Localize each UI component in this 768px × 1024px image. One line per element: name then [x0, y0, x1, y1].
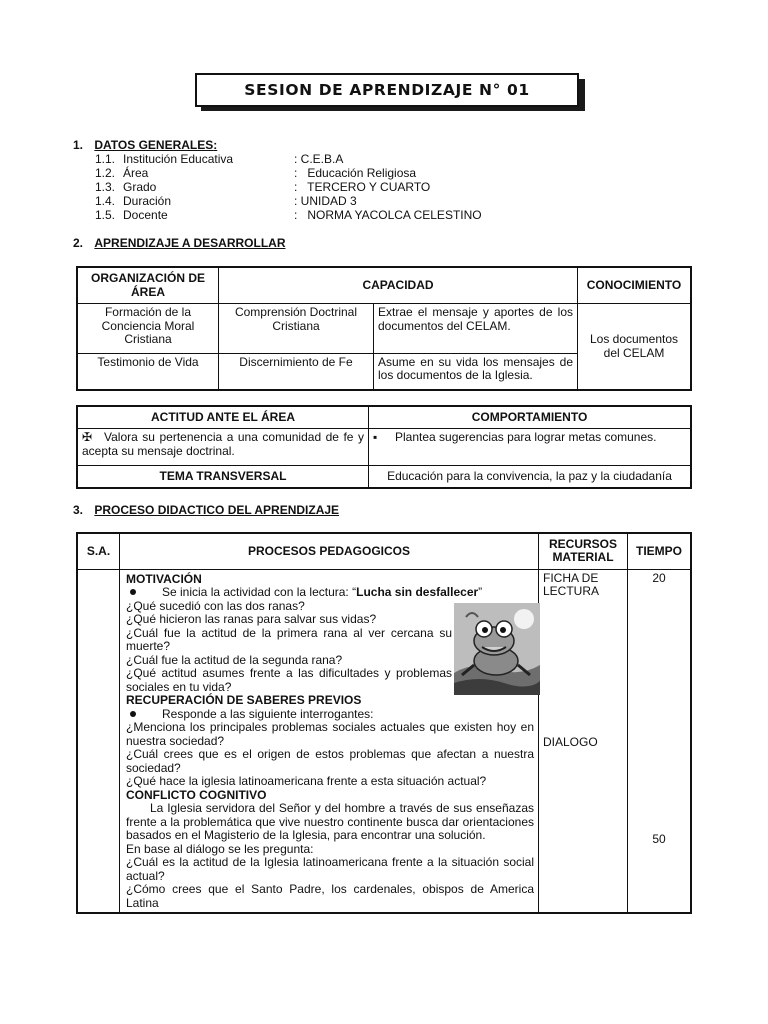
aprendizaje-table [76, 266, 692, 391]
question: ¿Qué actitud asumes frente a las dificultades y problemas sociales en tu vida? [126, 666, 452, 694]
item-label: Duración [123, 194, 172, 208]
item-number: 1.5. [95, 208, 116, 222]
item-number: 1.1. [95, 152, 116, 166]
datos-generales-list [95, 152, 555, 222]
question: ¿Cuál fue la actitud de la segunda rana? [126, 652, 343, 667]
datos-item [95, 208, 555, 222]
procesos-cell [120, 569, 539, 913]
header-capacidad: CAPACIDAD [219, 267, 578, 304]
section2-heading [73, 236, 285, 250]
tiempo-cell [628, 569, 692, 913]
tiempo-motivacion: 20 [652, 570, 666, 585]
recursos-cell [539, 569, 628, 913]
question: ¿Cuál fue la actitud de la primera rana al ver cercana su muerte? [126, 625, 452, 653]
section2-number: 2. [73, 236, 84, 250]
item-label: Institución Educativa [123, 152, 234, 166]
tema-transversal-label: TEMA TRANSVERSAL [77, 465, 369, 488]
capacidad-cell: Discernimiento de Fe [219, 353, 374, 390]
header-organizacion: ORGANIZACIÓN DE ÁREA [77, 267, 219, 304]
recuperacion-intro [126, 708, 534, 722]
recuperacion-title: RECUPERACIÓN DE SABERES PREVIOS [126, 693, 362, 707]
item-value: : NORMA YACOLCA CELESTINO [294, 208, 482, 222]
question: ¿Qué hace la iglesia latinoamericana frente a esta situación actual? [126, 774, 487, 788]
bullet-icon [130, 711, 136, 717]
motivacion-title: MOTIVACIÓN [126, 571, 202, 586]
header-recursos: RECURSOS MATERIAL [539, 533, 628, 569]
tema-transversal-value: Educación para la convivencia, la paz y la ciudadanía [369, 465, 692, 488]
question: ¿Qué hicieron las ranas para salvar sus vidas? [126, 612, 377, 626]
item-number: 1.2. [95, 166, 116, 180]
recurso-dialogo: DIALOGO [543, 734, 598, 749]
section3-title: PROCESO DIDACTICO DEL APRENDIZAJE [94, 503, 340, 517]
section3-heading [73, 503, 339, 517]
conocimiento-cell: Los documentos del CELAM [578, 304, 692, 390]
frog-image [454, 603, 540, 695]
item-value: : UNIDAD 3 [294, 194, 357, 208]
tiempo-conflicto: 50 [652, 831, 666, 846]
datos-item [95, 194, 555, 208]
page-title: SESION DE APRENDIZAJE N° 01 [244, 81, 530, 99]
comportamiento-text: Plantea sugerencias para lograr metas comunes. [395, 430, 657, 445]
item-value: : Educación Religiosa [294, 166, 417, 180]
item-label: Grado [123, 180, 157, 194]
motivacion-intro [126, 586, 534, 600]
section2-title: APRENDIZAJE A DESARROLLAR [94, 236, 286, 250]
header-actitud: ACTITUD ANTE EL ÁREA [77, 406, 369, 429]
actitud-table [76, 405, 692, 489]
conflicto-title: CONFLICTO COGNITIVO [126, 787, 267, 802]
section3-number: 3. [73, 503, 84, 517]
item-label: Área [123, 166, 149, 180]
question: ¿Cuál crees que es el origen de estos problemas que afectan a nuestra sociedad? [126, 747, 534, 775]
section1-title: DATOS GENERALES [94, 138, 214, 152]
section1-colon: : [213, 138, 218, 152]
org-cell: Formación de la Conciencia Moral Cristiana [77, 304, 219, 354]
conflicto-paragraph: La Iglesia servidora del Señor y del hombre a través de sus enseñazas frente a la problemática que vive nuestro continente busca dar orientaciones basados en el Magisterio de la Iglesia, para encontrar una solución. [126, 801, 534, 842]
item-value: : TERCERO Y CUARTO [294, 180, 431, 194]
question: ¿Menciona los principales problemas sociales actuales que existen hoy en nuestra sociedad? [126, 720, 534, 748]
capacidad-detail-cell: Asume en su vida los mensajes de los documentos de la Iglesia. [374, 353, 578, 390]
header-tiempo: TIEMPO [628, 533, 692, 569]
item-number: 1.3. [95, 180, 116, 194]
cross-icon: ✠ [82, 430, 93, 445]
square-bullet-icon: ▪ [373, 430, 378, 445]
motivacion-intro-text: Se inicia la actividad con la lectura: “ [162, 585, 357, 599]
title-box [195, 73, 579, 107]
datos-item [95, 166, 555, 180]
header-procesos: PROCESOS PEDAGOGICOS [120, 533, 539, 569]
datos-item [95, 152, 555, 166]
question: ¿Cómo crees que el Santo Padre, los cardenales, obispos de America Latina [126, 882, 534, 910]
proceso-table [76, 532, 692, 914]
recurso-ficha: FICHA DE LECTURA [543, 570, 600, 598]
question: ¿Cuál es la actitud de la Iglesia latinoamericana frente a la situación social actual? [126, 855, 534, 883]
comportamiento-cell [369, 429, 692, 466]
actitud-cell [77, 429, 369, 466]
section1-heading [73, 138, 217, 152]
question: ¿Qué sucedió con las dos ranas? [126, 598, 305, 613]
header-comportamiento: COMPORTAMIENTO [369, 406, 692, 429]
item-number: 1.4. [95, 194, 116, 208]
sa-cell [77, 569, 120, 913]
item-value: : C.E.B.A [294, 152, 344, 166]
capacidad-cell: Comprensión Doctrinal Cristiana [219, 304, 374, 354]
org-cell: Testimonio de Vida [77, 353, 219, 390]
motivacion-questions [126, 600, 452, 695]
actitud-text: Valora su pertenencia a una comunidad de fe y acepta su mensaje doctrinal. [82, 430, 364, 458]
recuperacion-intro-text: Responde a las siguiente interrogantes: [162, 706, 374, 721]
item-label: Docente [123, 208, 168, 222]
section1-number: 1. [73, 138, 84, 152]
bullet-icon [130, 589, 136, 595]
header-sa: S.A. [77, 533, 120, 569]
capacidad-detail-cell: Extrae el mensaje y aportes de los documentos del CELAM. [374, 304, 578, 354]
reading-title: Lucha sin desfallecer [356, 585, 479, 599]
conflicto-lead: En base al diálogo se les pregunta: [126, 841, 314, 856]
datos-item [95, 180, 555, 194]
header-conocimiento: CONOCIMIENTO [578, 267, 692, 304]
motivacion-intro-end: ” [478, 585, 483, 599]
